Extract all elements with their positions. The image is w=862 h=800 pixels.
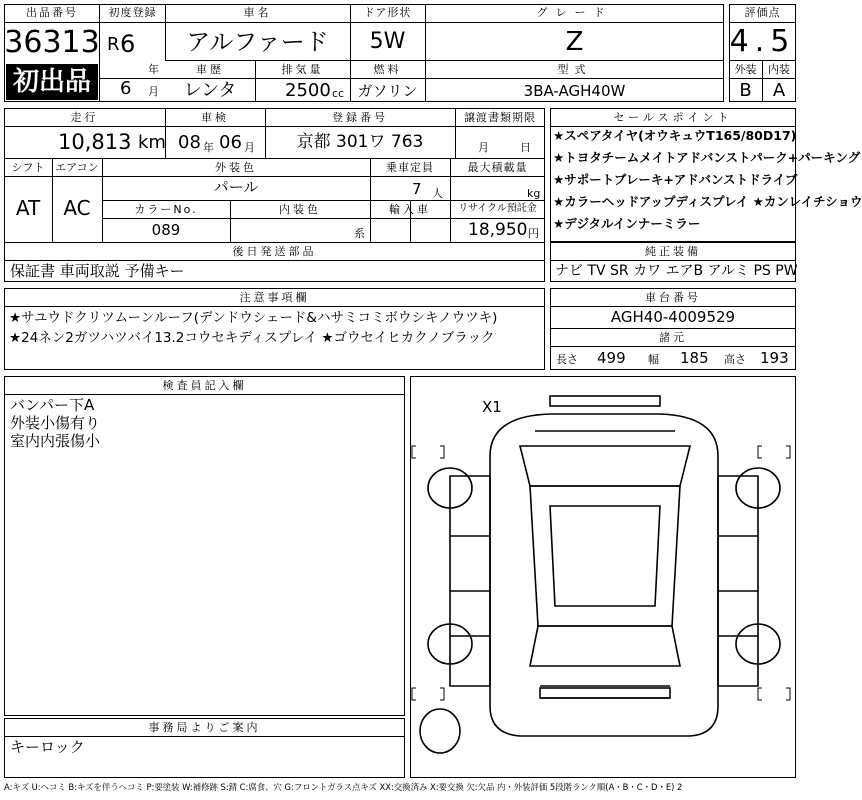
height-value: 193 bbox=[760, 349, 789, 367]
score-value: 4.5 bbox=[729, 24, 796, 59]
equipment-label: 純正装備 bbox=[645, 245, 701, 258]
legend-text: A:キズ U:ヘコミ B:キズを伴うヘコミ P:要塗装 W:補修跡 S:錆 C:腐食、穴 G:フロントガラス点キズ XX:交換済み X:要交換 欠:欠品 内・外装評価 5段階ランク順(A・B・C・D・E) 2 bbox=[4, 782, 683, 792]
registration-value: 京都 301ワ 763 bbox=[296, 132, 424, 152]
chassis-value: AGH40-4009529 bbox=[610, 308, 736, 326]
grade-value: Z bbox=[565, 27, 584, 57]
first-reg-month: 6 bbox=[120, 78, 132, 99]
recycle-unit: 円 bbox=[528, 227, 539, 240]
later-parts-label: 後日発送部品 bbox=[232, 245, 317, 258]
first-reg-era: R bbox=[107, 34, 120, 55]
ext-color-value: パール bbox=[213, 178, 259, 196]
inspector-line-1: バンパー下A bbox=[10, 396, 95, 414]
height-label: 高さ bbox=[724, 353, 746, 366]
exterior-grade: B bbox=[739, 80, 752, 101]
sales-points-label: セールスポイント bbox=[613, 111, 733, 124]
history-value: レンタ bbox=[183, 80, 237, 101]
office-label: 事務局よりご案内 bbox=[148, 721, 261, 734]
fuel-value: ガソリン bbox=[357, 82, 418, 100]
chassis-label: 車台番号 bbox=[645, 291, 701, 304]
capacity-value: 7 bbox=[412, 180, 422, 198]
inspector-label: 検査員記入欄 bbox=[162, 379, 247, 392]
inspection-label: 車検 bbox=[201, 111, 229, 124]
displacement-value: 2500 bbox=[285, 80, 331, 101]
shift-value: AT bbox=[15, 196, 41, 220]
inspection-year: 08 bbox=[178, 132, 201, 153]
door-value: 5W bbox=[369, 29, 406, 54]
first-reg-year-unit: 年 bbox=[148, 63, 159, 76]
lot-number: 36313 bbox=[4, 25, 100, 60]
int-color-unit: 系 bbox=[354, 227, 365, 240]
notes-line-2: ★24ネン2ガツハツバイ13.2コウセキディスプレイ ★ゴウセイヒカクノブラック bbox=[9, 330, 495, 346]
sales-point-item: ★デジタルインナーミラー bbox=[553, 216, 701, 231]
inspector-line-2: 外装小傷有り bbox=[10, 414, 101, 432]
dimensions-label: 諸元 bbox=[659, 331, 687, 344]
aircon-value: AC bbox=[63, 196, 91, 220]
transfer-day-unit: 日 bbox=[520, 141, 531, 154]
ext-color-label: 外装色 bbox=[215, 161, 257, 174]
color-no-label: カラーNo. bbox=[134, 203, 198, 216]
door-label: ドア形状 bbox=[363, 6, 412, 19]
aircon-label: エアコン bbox=[55, 161, 99, 174]
shift-label: シフト bbox=[11, 161, 45, 174]
notes-line-1: ★サユウドクリツムーンルーフ(デンドウシェード&ハサミコミボウシキノウツキ) bbox=[9, 310, 498, 326]
interior-grade: A bbox=[772, 80, 786, 101]
max-load-unit: kg bbox=[527, 187, 541, 200]
office-value: キーロック bbox=[10, 738, 85, 756]
car-diagram bbox=[410, 376, 796, 778]
capacity-label: 乗車定員 bbox=[386, 161, 434, 174]
displacement-label: 排気量 bbox=[281, 63, 324, 76]
sales-point-item: ★スペアタイヤ(オウキュウT165/80D17) bbox=[553, 128, 797, 143]
first-listing-badge: 初出品 bbox=[6, 64, 98, 100]
first-reg-month-unit: 月 bbox=[148, 85, 159, 98]
inspection-year-unit: 年 bbox=[203, 141, 214, 154]
inspector-line-3: 室内内張傷小 bbox=[10, 432, 101, 450]
width-label: 幅 bbox=[648, 353, 659, 366]
sales-point-item: ★カラーヘッドアップディスプレイ ★カンレイチショウ bbox=[553, 194, 862, 209]
exterior-label: 外装 bbox=[734, 63, 757, 76]
sales-point-item: ★トヨタチームメイトアドバンストパーク+パーキング bbox=[553, 150, 861, 165]
equipment-value: ナビ TV SR カワ エアB アルミ PS PW bbox=[555, 263, 798, 279]
capacity-unit: 人 bbox=[432, 187, 443, 200]
history-label: 車歴 bbox=[196, 63, 224, 76]
inspection-month-unit: 月 bbox=[244, 141, 255, 154]
recycle-label: リサイクル預託金 bbox=[458, 203, 537, 214]
interior-label: 内装 bbox=[768, 63, 790, 76]
later-parts-value: 保証書 車両取説 予備キー bbox=[10, 262, 185, 280]
mileage-label: 走行 bbox=[70, 111, 99, 124]
length-label: 長さ bbox=[556, 353, 578, 366]
length-value: 499 bbox=[597, 349, 626, 367]
sales-point-item: ★サポートブレーキ+アドバンストドライブ bbox=[553, 172, 798, 187]
int-color-label: 内装色 bbox=[279, 203, 321, 216]
model-label: 型式 bbox=[557, 63, 592, 76]
sales-points-list bbox=[553, 128, 862, 240]
first-reg-label: 初度登録 bbox=[108, 6, 157, 19]
width-value: 185 bbox=[680, 349, 709, 367]
score-label: 評価点 bbox=[744, 6, 781, 19]
car-name-label: 車名 bbox=[243, 6, 272, 19]
diagram-mark: X1 bbox=[482, 398, 502, 416]
fuel-label: 燃料 bbox=[373, 63, 402, 76]
registration-label: 登録番号 bbox=[332, 111, 388, 124]
import-label: 輸入車 bbox=[389, 203, 431, 216]
lot-label: 出品番号 bbox=[26, 6, 78, 19]
transfer-month-unit: 月 bbox=[478, 141, 489, 154]
grade-label: グレード bbox=[536, 6, 613, 19]
mileage-unit: km bbox=[138, 132, 166, 153]
notes-label: 注意事項欄 bbox=[239, 291, 310, 304]
color-no-value: 089 bbox=[151, 221, 181, 239]
recycle-value: 18,950 bbox=[468, 220, 528, 240]
model-value: 3BA-AGH40W bbox=[523, 82, 626, 100]
displacement-unit: cc bbox=[332, 87, 345, 100]
first-reg-year: 6 bbox=[120, 30, 136, 58]
transfer-label: 譲渡書類期限 bbox=[464, 111, 536, 124]
max-load-label: 最大積載量 bbox=[467, 161, 528, 174]
car-name-value: アルファード bbox=[186, 28, 329, 56]
inspection-month: 06 bbox=[219, 132, 242, 153]
mileage-value: 10,813 bbox=[58, 130, 132, 154]
